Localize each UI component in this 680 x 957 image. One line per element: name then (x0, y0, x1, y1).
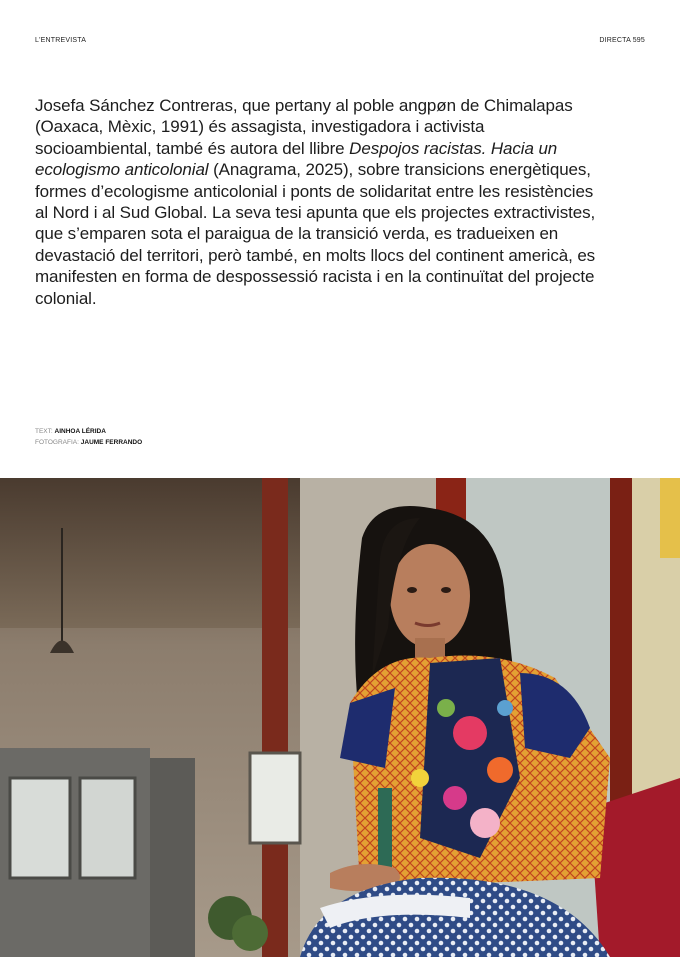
intro-paragraph (35, 95, 600, 309)
photo-credit-label: FOTOGRAFIA: (35, 439, 79, 446)
photo-credit (35, 437, 142, 448)
book-title: Despojos racistas. Hacia un ecologismo anticolonial (35, 138, 558, 180)
text-credit-author: AINHOA LÉRIDA (54, 428, 106, 435)
section-label: L'ENTREVISTA (35, 37, 87, 44)
intro-text-end: (Anagrama, 2025), sobre transicions energètiques, formes d’ecologisme anticolonial i ponts de solidaritat entre les resistències al Nord i al Sud Global. La seva tesi apunta que els projectes extractivistes, que s’emparen sota el paraigua de la transició verda, es tradueixen en devastació del territori, però també, en molts llocs del continent americà, es manifesten en forma de despossessió racista i en la continuïtat del projecte colonial. (35, 160, 596, 308)
portrait-photo (0, 478, 680, 957)
photo-credit-author: JAUME FERRANDO (80, 439, 143, 446)
intro-text-start: Josefa Sánchez Contreras, que pertany al poble angpøn de Chimalapas (Oaxaca, Mèxic, 1991) és assagista, investigadora i activista socioambiental, també és autora del llibre (35, 96, 573, 158)
text-credit-label: TEXT: (35, 428, 53, 435)
text-credit (35, 426, 142, 437)
credits (35, 426, 142, 448)
page-header (35, 37, 645, 47)
page-reference: DIRECTA 595 (599, 37, 645, 44)
